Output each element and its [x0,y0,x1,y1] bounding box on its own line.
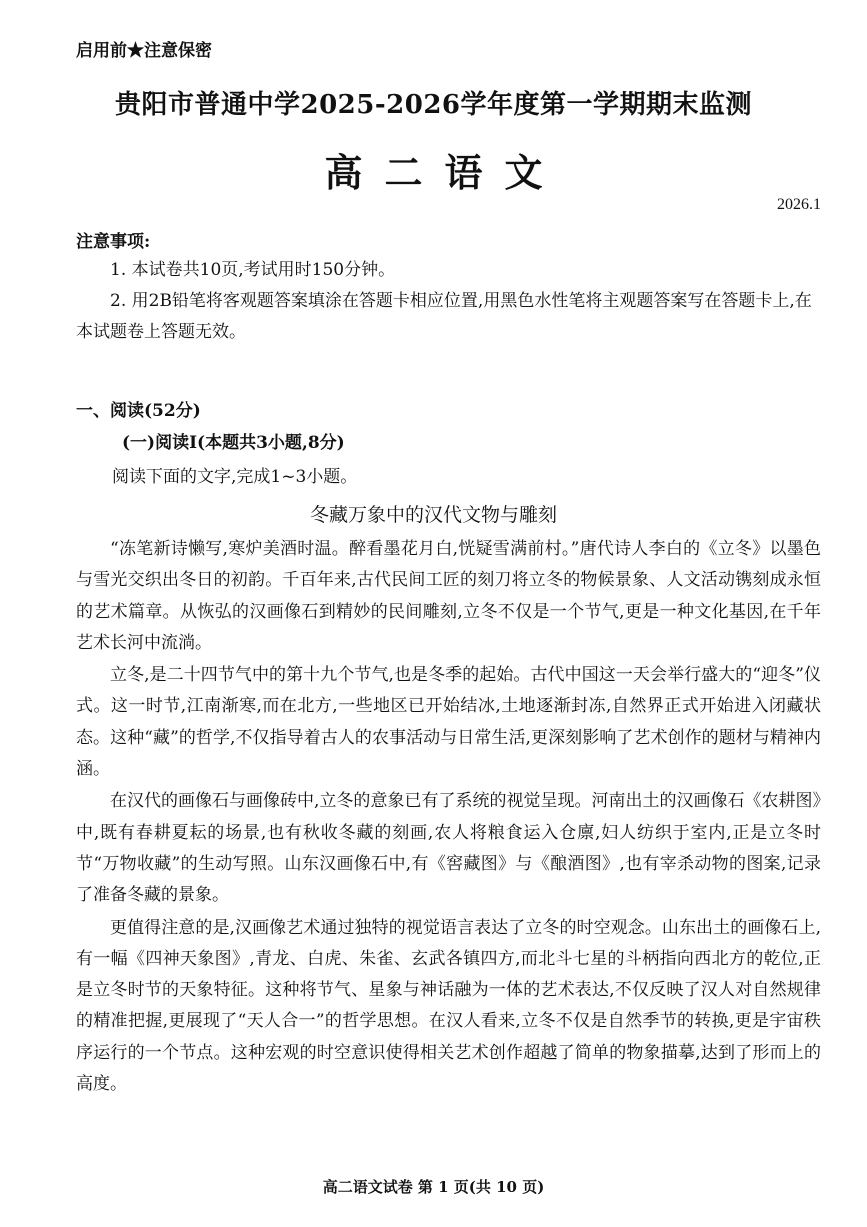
article-body [76,534,821,1101]
article-paragraph: 立冬,是二十四节气中的第十九个节气,也是冬季的起始。古代中国这一天会举行盛大的“迎冬”仪式。这一时节,江南渐寒,而在北方,一些地区已开始结冰,土地逐渐封冻,自然界正式开始进入闭藏状态。这种“藏”的哲学,不仅指导着古人的农事活动与日常生活,更深刻影响了艺术创作的题材与精神内涵。 [76,665,821,780]
article-paragraph: 在汉代的画像石与画像砖中,立冬的意象已有了系统的视觉呈现。河南出土的汉画像石《农耕图》中,既有春耕夏耘的场景,也有秋收冬藏的刻画,农人将粮食运入仓廪,妇人纺织于室内,正是立冬时节“万物收藏”的生动写照。山东汉画像石中,有《窖藏图》与《酿酒图》,也有宰杀动物的图案,记录了准备冬藏的景象。 [76,791,821,906]
page-footer: 高二语文试卷 第 1 页(共 10 页) [322,1178,545,1196]
article-title: 冬藏万象中的汉代文物与雕刻 [309,504,557,526]
article-paragraph: “冻笔新诗懒写,寒炉美酒时温。醉看墨花月白,恍疑雪满前村。”唐代诗人李白的《立冬》以墨色与雪光交织出冬日的初韵。千百年来,古代民间工匠的刻刀将立冬的物候景象、人文活动镌刻成永恒的艺术篇章。从恢弘的汉画像石到精妙的民间雕刻,立冬不仅是一个节气,更是一种文化基因,在千年艺术长河中流淌。 [76,539,821,653]
subject-title: 高二语文 [324,150,565,195]
notice-heading: 注意事项: [76,232,151,252]
notice-item: 2. 用2B铅笔将客观题答案填涂在答题卡相应位置,用黑色水性笔将主观题答案写在答题卡上,在本试题卷上答题无效。 [76,291,812,342]
subsection-heading: (一)阅读Ⅰ(本题共3小题,8分) [122,433,345,453]
article-paragraph: 更值得注意的是,汉画像艺术通过独特的视觉语言表达了立冬的时空观念。山东出土的画像石上,有一幅《四神天象图》,青龙、白虎、朱雀、玄武各镇四方,而北斗七星的斗柄指向西北方的乾位,正是立冬时节的天象特征。这种将节气、星象与神话融为一体的艺术表达,不仅反映了汉人对自然规律的精准把握,更展现了“天人合一”的哲学思想。在汉人看来,立冬不仅是自然季节的转换,更是宇宙秩序运行的一个节点。这种宏观的时空意识使得相关艺术创作超越了简单的物象描摹,达到了形而上的高度。 [76,917,821,1095]
exam-title: 贵阳市普通中学2025-2026学年度第一学期期末监测 [114,90,753,120]
exam-date: 2026.1 [777,196,821,213]
confidential-mark: 启用前★注意保密 [76,41,212,61]
notice-item: 1. 本试卷共10页,考试用时150分钟。 [110,260,396,280]
reading-instruction: 阅读下面的文字,完成1~3小题。 [112,467,358,487]
section-heading: 一、阅读(52分) [76,401,201,421]
